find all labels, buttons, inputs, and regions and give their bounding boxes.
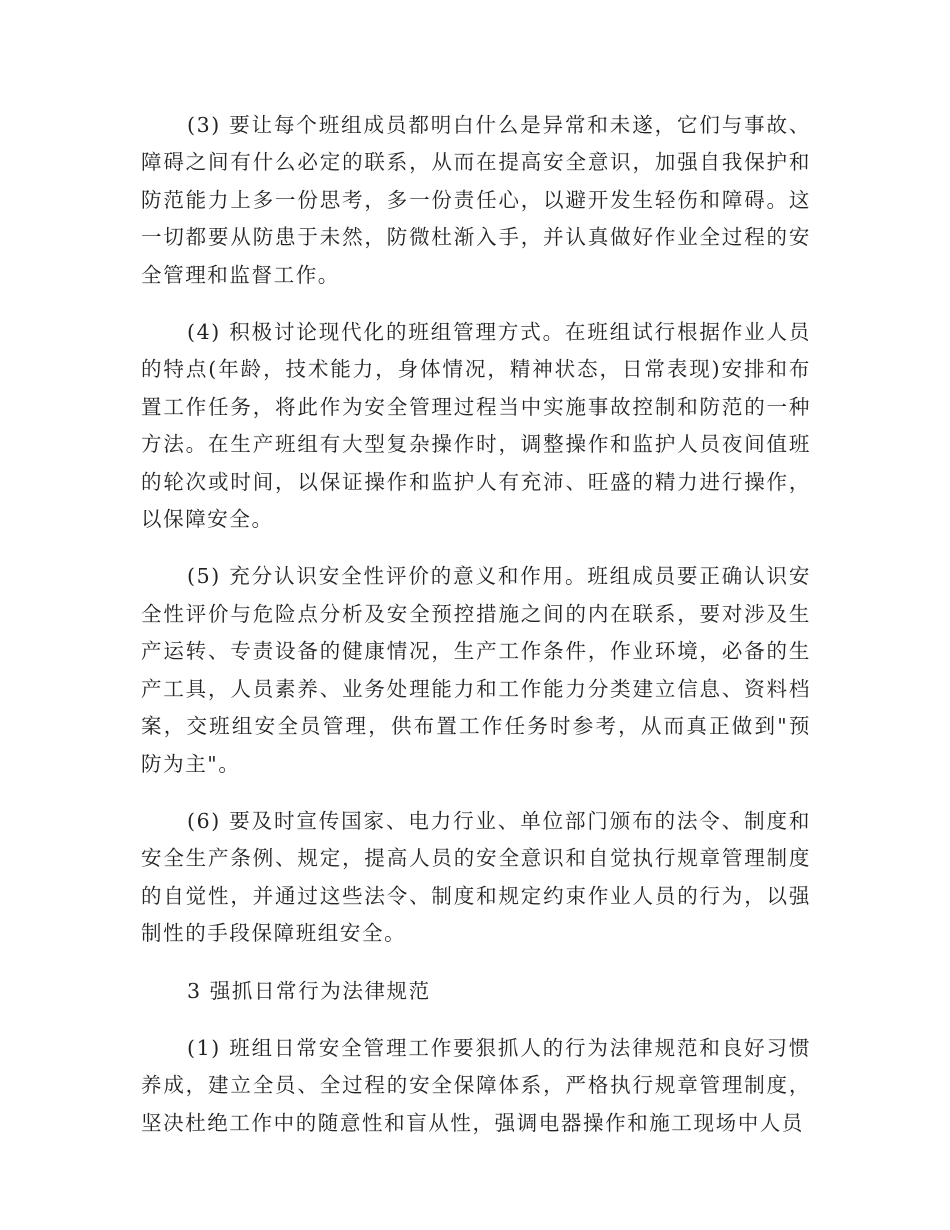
paragraph-6: (6) 要及时宣传国家、电力行业、单位部门颁布的法令、制度和安全生产条例、规定，提高人员的安全意识和自觉执行规章管理制度的自觉性，并通过这些法令、制度和规定约束作业人员的行为，以强制性的手段保障班组安全。	[141, 808, 811, 946]
paragraph-4: (4) 积极讨论现代化的班组管理方式。在班组试行根据作业人员的特点(年龄，技术能力，身体情况，精神状态，日常表现)安排和布置工作任务，将此作为安全管理过程当中实施事故控制和防范的一种方法。在生产班组有大型复杂操作时，调整操作和监护人员夜间值班的轮次或时间，以保证操作和监护人有充沛、旺盛的精力进行操作，以保障安全。	[141, 320, 811, 532]
paragraph-section3-1: (1) 班组日常安全管理工作要狠抓人的行为法律规范和良好习惯养成，建立全员、全过程的安全保障体系，严格执行规章管理制度，坚决杜绝工作中的随意性和盲从性，强调电器操作和施工现场中人员	[141, 1035, 811, 1135]
section-heading: 3 强抓日常行为法律规范	[187, 978, 431, 1003]
paragraph-5: (5) 充分认识安全性评价的意义和作用。班组成员要正确认识安全性评价与危险点分析及安全预控措施之间的内在联系，要对涉及生产运转、专责设备的健康情况，生产工作条件，作业环境，必备的生产工具，人员素养、业务处理能力和工作能力分类建立信息、资料档案，交班组安全员管理，供布置工作任务时参考，从而真正做到"预防为主"。	[141, 564, 811, 776]
paragraph-3: (3) 要让每个班组成员都明白什么是异常和未遂，它们与事故、障碍之间有什么必定的联系，从而在提高安全意识，加强自我保护和防范能力上多一份思考，多一份责任心，以避开发生轻伤和障碍。这一切都要从防患于未然，防微杜渐入手，并认真做好作业全过程的安全管理和监督工作。	[141, 113, 811, 287]
document-body	[141, 107, 811, 1162]
